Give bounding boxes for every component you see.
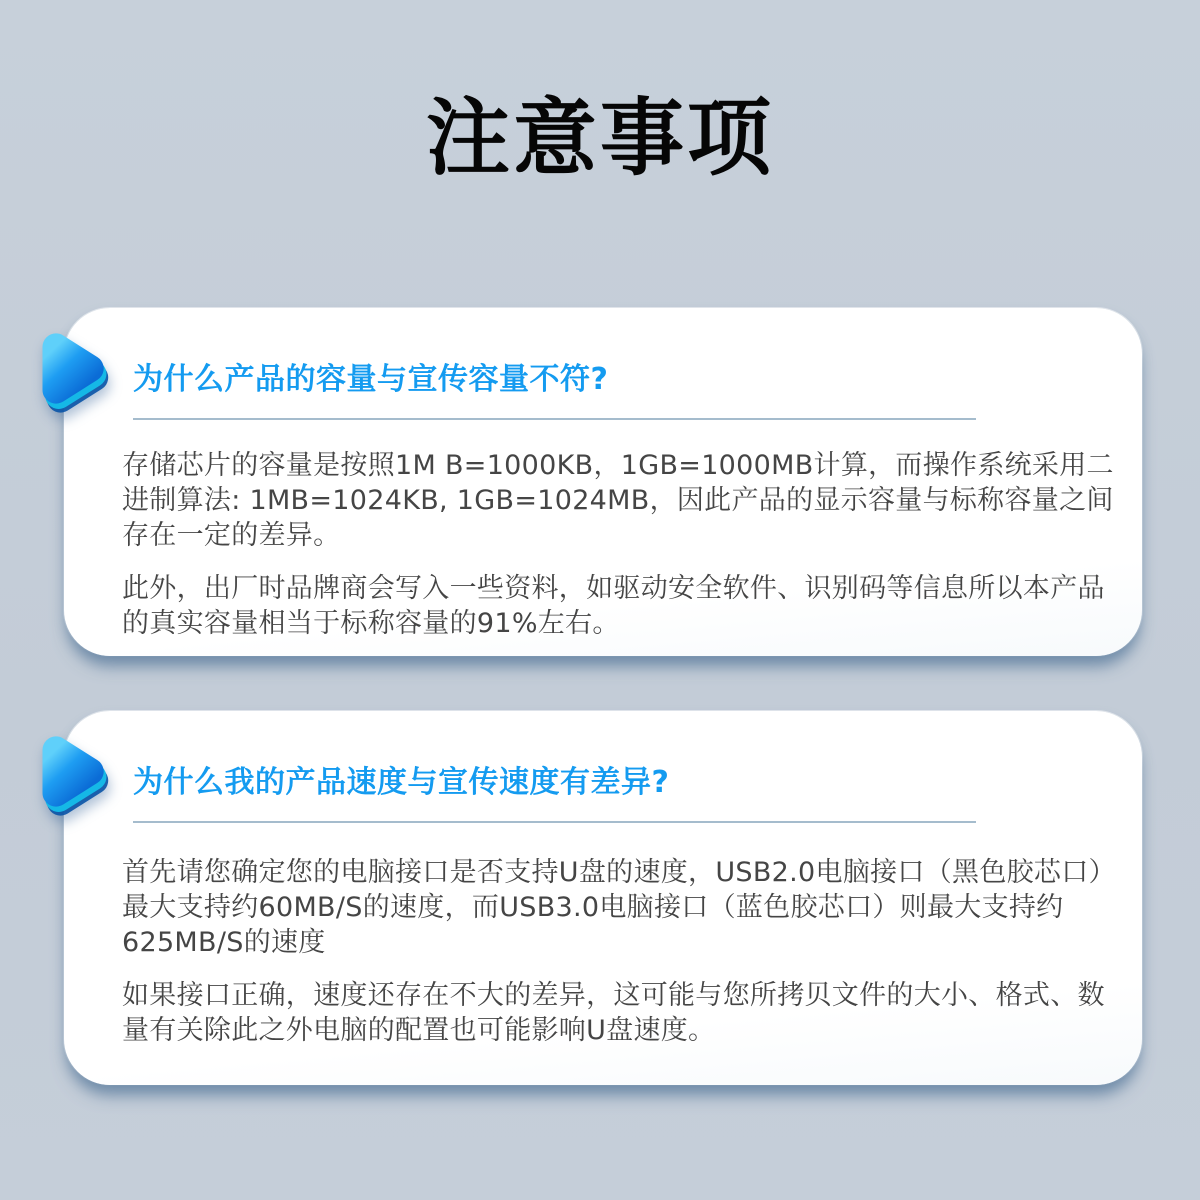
- divider: [133, 821, 976, 823]
- card-heading: 为什么产品的容量与宣传容量不符?: [133, 362, 609, 397]
- faq-card-speed: [64, 711, 1142, 1085]
- card-body: [122, 448, 1114, 641]
- divider: [133, 418, 976, 420]
- faq-card-capacity: [64, 308, 1142, 656]
- play-arrow-icon: [29, 725, 119, 827]
- play-arrow-icon: [29, 322, 119, 424]
- card-paragraph: 首先请您确定您的电脑接口是否支持U盘的速度，USB2.0电脑接口（黑色胶芯口）最大支持约60MB/S的速度，而USB3.0电脑接口（蓝色胶芯口）则最大支持约625MB/S的速度: [122, 857, 1103, 958]
- page-title: 注意事项: [425, 89, 774, 187]
- card-paragraph: 存储芯片的容量是按照1M B=1000KB，1GB=1000MB计算，而操作系统采用二进制算法: 1MB=1024KB, 1GB=1024MB，因此产品的显示容量与标称容量之间存在一定的差异。: [122, 450, 1114, 551]
- card-paragraph: 此外，出厂时品牌商会写入一些资料，如驱动安全软件、识别码等信息所以本产品的真实容量相当于标称容量的91%左右。: [122, 573, 1105, 639]
- card-body: [122, 855, 1114, 1048]
- card-paragraph: 如果接口正确，速度还存在不大的差异，这可能与您所拷贝文件的大小、格式、数量有关除此之外电脑的配置也可能影响U盘速度。: [122, 980, 1105, 1046]
- card-heading: 为什么我的产品速度与宣传速度有差异?: [133, 765, 670, 800]
